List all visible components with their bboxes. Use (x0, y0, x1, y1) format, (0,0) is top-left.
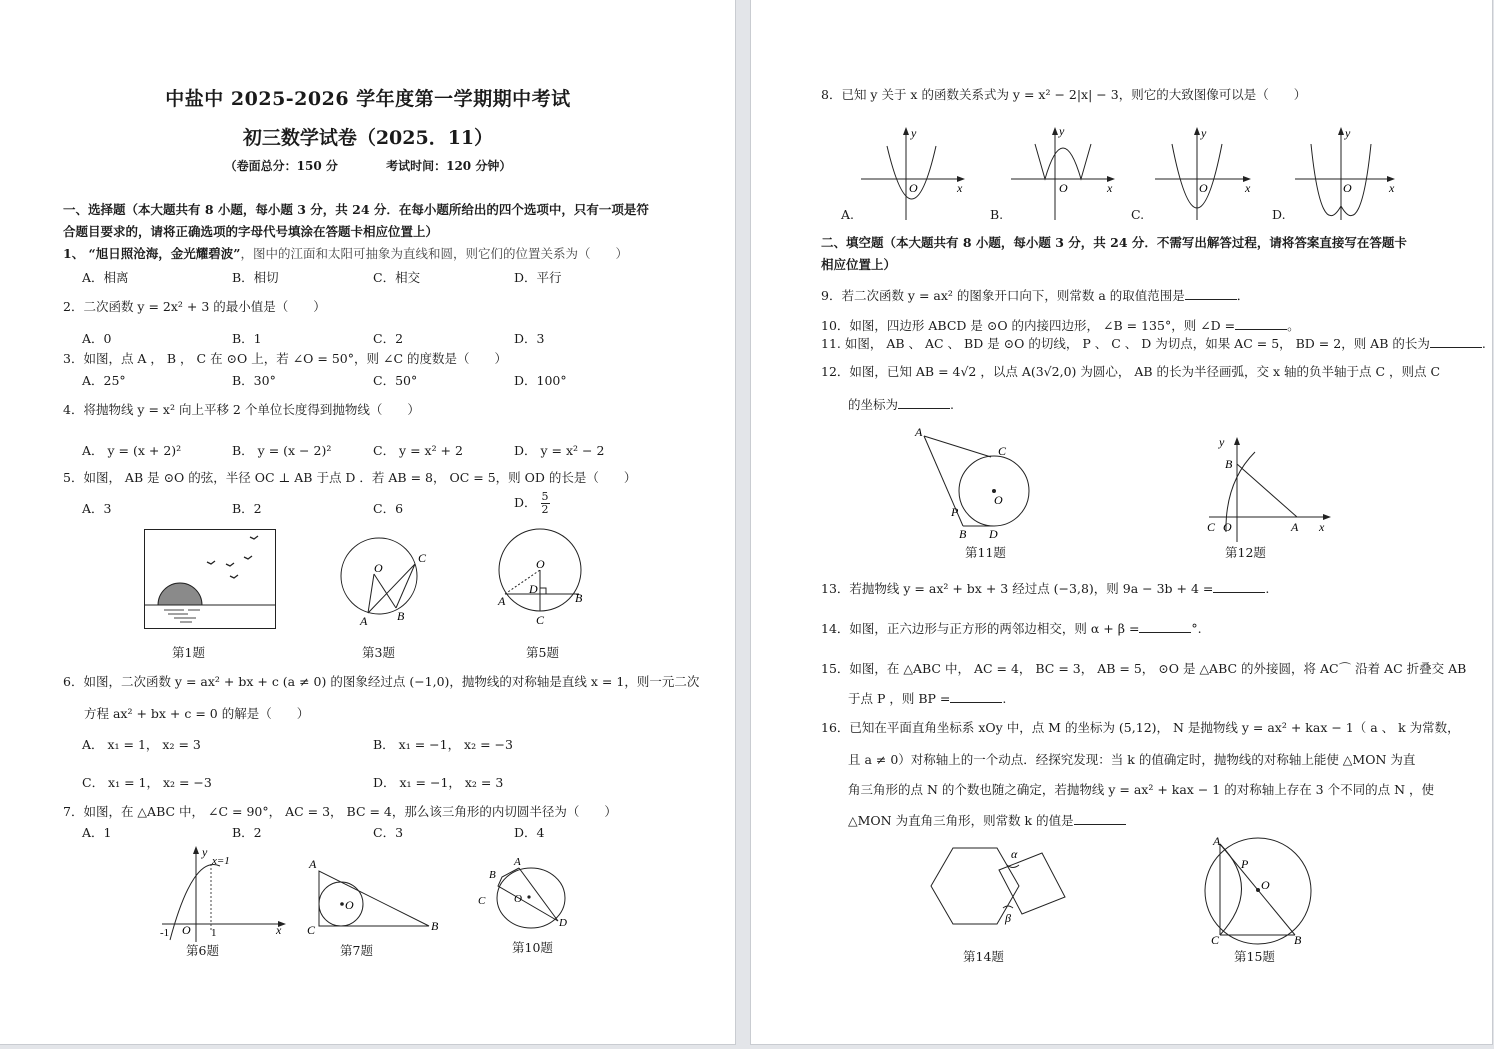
svg-text:x: x (276, 923, 282, 937)
answer-blank-14[interactable] (1139, 620, 1191, 633)
question-12-text: 的坐标为 (848, 397, 899, 412)
punct: . (1002, 691, 1007, 706)
q8-graph-d[interactable] (1291, 122, 1421, 222)
answer-blank-10[interactable] (1235, 317, 1287, 330)
figure-6-caption: 第6题 (186, 943, 219, 958)
question-15-line2 (848, 690, 1006, 708)
section1-heading-line1: 一、选择题（本大题共有 8 小题，每小题 3 分，共 24 分．在每小题所给出的四个选项中，只有一项是符 (63, 202, 649, 217)
question-15-text: 于点 P ，则 BP = (848, 691, 951, 706)
q1-option-b[interactable]: B．相切 (232, 270, 279, 285)
answer-blank-16[interactable] (1074, 812, 1126, 825)
punct: °. (1191, 621, 1202, 636)
q4-option-b[interactable]: B． y = (x − 2)² (232, 443, 332, 458)
q5-option-a[interactable]: A．3 (82, 501, 112, 516)
section1-heading (63, 199, 649, 243)
figure-14-caption: 第14题 (963, 949, 1004, 964)
figure-15-caption: 第15题 (1234, 949, 1275, 964)
svg-text:A: A (1291, 520, 1299, 534)
svg-text:A: A (309, 857, 317, 871)
q2-option-c[interactable]: C．2 (373, 331, 404, 346)
svg-text:A: A (498, 594, 506, 608)
q1-option-a[interactable]: A．相离 (82, 270, 129, 285)
svg-text:B: B (1225, 457, 1233, 471)
question-16-line1: 16．已知在平面直角坐标系 xOy 中，点 M 的坐标为 (5,12)， N 是抛物线 y = ax² + kax − 1（ a 、 k 为常数， (821, 720, 1460, 735)
q6-option-d[interactable]: D． x₁ = −1， x₂ = 3 (373, 775, 504, 790)
figure-11-caption: 第11题 (965, 545, 1006, 560)
figure-5-caption: 第5题 (526, 645, 559, 660)
q3-option-d[interactable]: D．100° (514, 373, 567, 388)
svg-text:D: D (559, 917, 567, 929)
svg-text:O: O (345, 898, 354, 912)
svg-text:x: x (1319, 520, 1325, 534)
question-10 (821, 317, 1300, 335)
question-6-line1: 6．如图，二次函数 y = ax² + bx + c (a ≠ 0) 的图象经过点 (−1,0)，抛物线的对称轴是直线 x = 1，则一元二次 (63, 674, 700, 689)
svg-text:B: B (489, 869, 496, 881)
fraction (541, 491, 550, 516)
question-1 (63, 245, 628, 263)
section2-heading-line2: 相应位置上） (821, 257, 897, 272)
question-16-line3: 角三角形的点 N 的个数也随之确定，若抛物线 y = ax² + kax − 1 的对称轴上存在 3 个不同的点 N ，使 (848, 782, 1434, 797)
svg-text:-1: -1 (160, 927, 170, 939)
svg-text:C: C (1211, 933, 1220, 947)
total-score: （卷面总分：150 分 (224, 159, 338, 173)
q1-option-d[interactable]: D．平行 (514, 270, 562, 285)
question-2: 2．二次函数 y = 2x² + 3 的最小值是（ ） (63, 299, 326, 314)
q3-option-a[interactable]: A．25° (82, 373, 126, 388)
numerator: 5 (541, 490, 549, 503)
figure-3-circle (336, 532, 436, 632)
svg-text:x: x (1245, 181, 1251, 195)
svg-text:y: y (1345, 126, 1351, 140)
svg-text:C: C (418, 551, 427, 565)
question-11-text: 11. 如图， AB 、 AC 、 BD 是 ⊙O 的切线， P 、 C 、 D 为切点，如果 AC = 5， BD = 2，则 AB 的长为 (821, 336, 1430, 351)
figure-6-parabola (158, 844, 288, 944)
q1-option-c[interactable]: C．相交 (373, 270, 421, 285)
punct: . (950, 397, 954, 412)
question-3: 3．如图，点 A ， B ， C 在 ⊙O 上，若 ∠O = 50°，则 ∠C 的度数是（ ） (63, 351, 507, 366)
svg-text:y: y (1059, 124, 1065, 138)
figure-7-caption: 第7题 (340, 943, 373, 958)
section2-heading-line1: 二、填空题（本大题共有 8 小题，每小题 3 分，共 24 分．不需写出解答过程，请将答案直接写在答题卡 (821, 235, 1407, 250)
question-15-line1: 15．如图，在 △ABC 中， AC = 4， BC = 3， AB = 5， ⊙O 是 △ABC 的外接圆，将 AC⌒ 沿着 AC 折叠交 AB (821, 661, 1467, 676)
svg-text:A: A (360, 614, 368, 628)
q3-option-c[interactable]: C．50° (373, 373, 418, 388)
question-11 (821, 335, 1486, 353)
punct: 。 (1287, 318, 1300, 333)
q8-option-b[interactable]: B. (990, 207, 1004, 222)
svg-text:B: B (575, 591, 583, 605)
svg-text:x: x (957, 181, 963, 195)
question-12-line1: 12．如图，已知 AB = 4√2 ，以点 A(3√2,0) 为圆心， AB 的长为半径画弧，交 x 轴的负半轴于点 C ，则点 C (821, 364, 1441, 379)
q6-option-b[interactable]: B． x₁ = −1， x₂ = −3 (373, 737, 513, 752)
section2-heading (821, 232, 1407, 276)
exam-title: 中盐中 2025-2026 学年度第一学期期中考试 (165, 88, 571, 110)
q4-option-a[interactable]: A． y = (x + 2)² (82, 443, 182, 458)
q5-option-b[interactable]: B．2 (232, 501, 262, 516)
svg-text:P: P (1241, 857, 1249, 871)
q7-option-d[interactable]: D．4 (514, 825, 545, 840)
svg-text:y: y (911, 126, 917, 140)
question-10-text: 10．如图，四边形 ABCD 是 ⊙O 的内接四边形， ∠B = 135°，则 ∠D = (821, 318, 1236, 333)
page-2 (750, 0, 1493, 1045)
svg-text:1: 1 (211, 927, 217, 939)
question-13 (821, 580, 1269, 598)
q3-option-b[interactable]: B．30° (232, 373, 276, 388)
answer-blank-12[interactable] (898, 396, 950, 409)
svg-text:y: y (1219, 435, 1225, 449)
answer-blank-9[interactable] (1185, 287, 1237, 300)
svg-text:x: x (1107, 181, 1113, 195)
svg-text:C: C (478, 895, 486, 907)
question-9-text: 9．若二次函数 y = ax² 的图象开口向下，则常数 a 的取值范围是 (821, 288, 1185, 303)
q5-option-d-label: D． (514, 495, 537, 510)
figure-7-triangle (305, 856, 445, 936)
question-16-line4 (848, 812, 1126, 830)
page-1 (0, 0, 736, 1045)
svg-text:O: O (536, 557, 545, 571)
figure-10-cyclic-quadrilateral (476, 852, 576, 932)
svg-text:A: A (1213, 834, 1221, 848)
svg-text:O: O (1199, 181, 1208, 195)
svg-text:C: C (307, 923, 316, 936)
svg-text:B: B (431, 919, 439, 933)
figure-15-circumcircle (1199, 834, 1319, 948)
svg-text:C: C (1207, 520, 1216, 534)
q5-option-c[interactable]: C．6 (373, 501, 404, 516)
q6-option-a[interactable]: A． x₁ = 1， x₂ = 3 (82, 737, 201, 752)
exam-time: 考试时间：120 分钟） (386, 159, 512, 173)
q8-graph-b[interactable] (1007, 122, 1137, 222)
q4-option-d[interactable]: D． y = x² − 2 (514, 443, 605, 458)
figure-1-caption: 第1题 (172, 645, 205, 660)
answer-blank-13[interactable] (1213, 580, 1265, 593)
svg-text:B: B (1294, 933, 1302, 947)
q8-graph-c[interactable] (1151, 122, 1281, 222)
svg-text:D: D (529, 582, 538, 596)
svg-text:O: O (182, 923, 191, 937)
svg-text:O: O (1261, 878, 1270, 892)
punct: . (1265, 581, 1270, 596)
figure-1-sunrise (144, 529, 276, 629)
svg-text:x: x (1389, 181, 1395, 195)
q2-option-a[interactable]: A．0 (82, 331, 112, 346)
question-6-line2: 方程 ax² + bx + c = 0 的解是（ ） (84, 706, 310, 721)
svg-text:A: A (514, 856, 521, 868)
figure-5-circle (496, 526, 596, 630)
svg-text:O: O (909, 181, 918, 195)
figure-14-hexagon-square (929, 842, 1069, 932)
question-16-text: △MON 为直角三角形，则常数 k 的值是 (848, 813, 1074, 828)
exam-meta (0, 157, 736, 174)
svg-text:O: O (374, 561, 383, 575)
figure-11-tangents (911, 422, 1041, 544)
svg-text:O: O (1343, 181, 1352, 195)
svg-text:D: D (989, 527, 998, 541)
question-13-text: 13．若抛物线 y = ax² + bx + 3 经过点 (−3,8)，则 9a − 3b + 4 = (821, 581, 1214, 596)
q4-option-c[interactable]: C． y = x² + 2 (373, 443, 463, 458)
question-12-line2 (848, 396, 954, 414)
question-1-quote: 1、 “旭日照沧海，金光耀碧波” (63, 246, 241, 261)
q7-option-c[interactable]: C．3 (373, 825, 404, 840)
svg-text:B: B (397, 609, 405, 623)
q6-option-c[interactable]: C． x₁ = 1， x₂ = −3 (82, 775, 212, 790)
punct: ． (1236, 288, 1250, 303)
q8-option-d[interactable]: D. (1272, 207, 1286, 222)
q2-option-b[interactable]: B．1 (232, 331, 262, 346)
question-14 (821, 620, 1202, 638)
q7-option-a[interactable]: A．1 (82, 825, 112, 840)
question-5: 5．如图， AB 是 ⊙O 的弦，半径 OC ⊥ AB 于点 D ．若 AB = 8， OC = 5，则 OD 的长是（ ） (63, 470, 637, 485)
svg-text:C: C (998, 444, 1007, 458)
svg-text:x=1: x=1 (212, 855, 230, 867)
figure-12-caption: 第12题 (1225, 545, 1266, 560)
question-9 (821, 287, 1249, 305)
svg-text:O: O (994, 493, 1003, 507)
figure-3-caption: 第3题 (362, 645, 395, 660)
answer-blank-15[interactable] (950, 690, 1002, 703)
question-7: 7．如图，在 △ABC 中， ∠C = 90°， AC = 3， BC = 4，那么该三角形的内切圆半径为（ ） (63, 804, 617, 819)
svg-text:P: P (951, 505, 959, 519)
figure-10-caption: 第10题 (512, 940, 553, 955)
denominator: 2 (541, 503, 549, 516)
exam-subtitle: 初三数学试卷（2025．11） (242, 127, 494, 149)
svg-text:C: C (536, 613, 545, 627)
q8-option-a[interactable]: A. (841, 207, 855, 222)
q8-graph-a[interactable] (835, 122, 965, 222)
question-8: 8．已知 y 关于 x 的函数关系式为 y = x² − 2|x| − 3，则它的大致图像可以是（ ） (821, 87, 1307, 102)
question-14-text: 14．如图，正六边形与正方形的两邻边相交，则 α + β = (821, 621, 1140, 636)
question-16-line2: 且 a ≠ 0）对称轴上的一个动点．经探究发现：当 k 的值确定时，抛物线的对称轴上能使 △MON 为直 (848, 752, 1416, 767)
svg-text:O: O (514, 893, 522, 905)
answer-blank-11[interactable] (1430, 335, 1482, 348)
q2-option-d[interactable]: D．3 (514, 331, 545, 346)
question-1-text: ，图中的江面和太阳可抽象为直线和圆，则它们的位置关系为（ ） (240, 246, 628, 261)
q5-option-d[interactable] (514, 491, 550, 516)
svg-text:O: O (1223, 520, 1232, 534)
svg-text:β: β (1005, 911, 1011, 925)
q7-option-b[interactable]: B．2 (232, 825, 262, 840)
question-4: 4．将抛物线 y = x² 向上平移 2 个单位长度得到抛物线（ ） (63, 402, 420, 417)
svg-text:O: O (1059, 181, 1068, 195)
svg-text:y: y (1201, 126, 1207, 140)
svg-text:A: A (915, 425, 923, 439)
punct: . (1481, 336, 1486, 351)
section1-heading-line2: 合题目要求的，请将正确选项的字母代号填涂在答题卡相应位置上） (63, 224, 439, 239)
svg-text:α: α (1011, 847, 1018, 861)
figure-12-arc (1201, 432, 1336, 544)
q8-option-c[interactable]: C. (1131, 207, 1145, 222)
svg-text:B: B (959, 527, 967, 541)
svg-text:y: y (202, 845, 208, 859)
